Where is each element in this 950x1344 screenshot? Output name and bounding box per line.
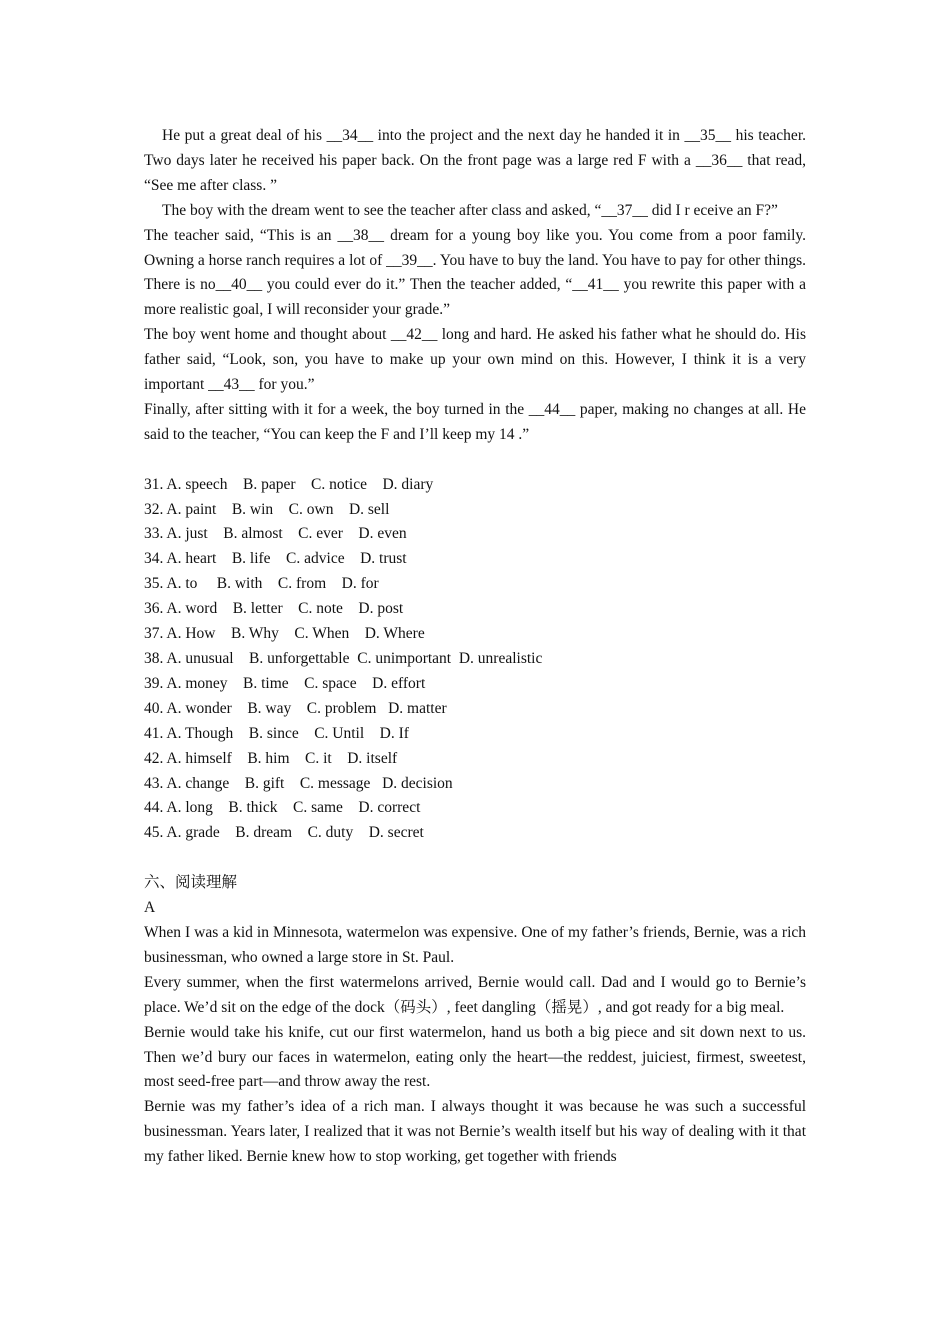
passage-paragraph: The teacher said, “This is an __38__ dream for a young boy like you. You come from a poor family. Owning a horse ranch requires a lot of __39__. You have to buy the land. You have to pay for other things. There is no__40__ you could ever do it.” Then the teacher added, “__41__ you rewrite this paper with a more realistic goal, I will reconsider your grade.”: [144, 226, 806, 319]
option-line: 33. A. just B. almost C. ever D. even: [144, 525, 407, 543]
passage-paragraph: The boy went home and thought about __42__ long and hard. He asked his father what he should do. His father said, “Look, son, you have to make up your own mind on this. However, I think it is a very important __43__ for you.”: [144, 326, 806, 394]
reading-paragraph: Bernie was my father’s idea of a rich man. I always thought it was because he was such a successful businessman. Years later, I realized that it was not Bernie’s wealth itself but his way of dealing with it that my father liked. Bernie knew how to stop working, get together with friends: [144, 1098, 806, 1166]
section-heading: 六、阅读理解: [144, 874, 238, 892]
reading-paragraph: When I was a kid in Minnesota, watermelon was expensive. One of my father’s friends, Bernie, was a rich businessman, who owned a large store in St. Paul.: [144, 923, 806, 966]
option-line: 31. A. speech B. paper C. notice D. diary: [144, 475, 434, 493]
cloze-passage: [144, 124, 806, 448]
option-line: 37. A. How B. Why C. When D. Where: [144, 625, 425, 643]
reading-passage-a: [144, 921, 806, 1170]
option-line: 44. A. long B. thick C. same D. correct: [144, 799, 421, 817]
option-line: 41. A. Though B. since C. Until D. If: [144, 724, 409, 742]
option-line: 43. A. change B. gift C. message D. decision: [144, 774, 453, 792]
reading-paragraph: Bernie would take his knife, cut our first watermelon, hand us both a big piece and sit down next to us. Then we’d bury our faces in watermelon, eating only the heart—the reddest, juiciest, firmest, sweetest, most seed-free part—and throw away the rest.: [144, 1023, 806, 1091]
option-line: 39. A. money B. time C. space D. effort: [144, 674, 426, 692]
option-line: 35. A. to B. with C. from D. for: [144, 575, 379, 593]
spacer: [144, 448, 806, 473]
answer-options-list: [144, 473, 806, 847]
passage-label: A: [144, 899, 156, 917]
option-line: 32. A. paint B. win C. own D. sell: [144, 500, 390, 518]
spacer: [144, 846, 806, 871]
document-page: [144, 124, 806, 1170]
passage-paragraph: He put a great deal of his __34__ into the project and the next day he handed it in __35__ his teacher. Two days later he received his paper back. On the front page was a large red F with a __36__ that read, “See me after class. ”: [144, 127, 806, 194]
passage-paragraph: The boy with the dream went to see the teacher after class and asked, “__37__ did I r eceive an F?”: [162, 201, 778, 219]
option-line: 34. A. heart B. life C. advice D. trust: [144, 550, 407, 568]
passage-paragraph: Finally, after sitting with it for a week, the boy turned in the __44__ paper, making no changes at all. He said to the teacher, “You can keep the F and I’ll keep my 14 .”: [144, 400, 806, 443]
reading-paragraph: Every summer, when the first watermelons arrived, Bernie would call. Dad and I would go to Bernie’s place. We’d sit on the edge of the dock（码头）, feet dangling（摇晃）, and got ready for a big meal.: [144, 973, 806, 1016]
option-line: 36. A. word B. letter C. note D. post: [144, 600, 404, 618]
option-line: 38. A. unusual B. unforgettable C. unimportant D. unrealistic: [144, 650, 543, 668]
option-line: 45. A. grade B. dream C. duty D. secret: [144, 824, 424, 842]
option-line: 40. A. wonder B. way C. problem D. matter: [144, 699, 447, 717]
option-line: 42. A. himself B. him C. it D. itself: [144, 749, 398, 767]
